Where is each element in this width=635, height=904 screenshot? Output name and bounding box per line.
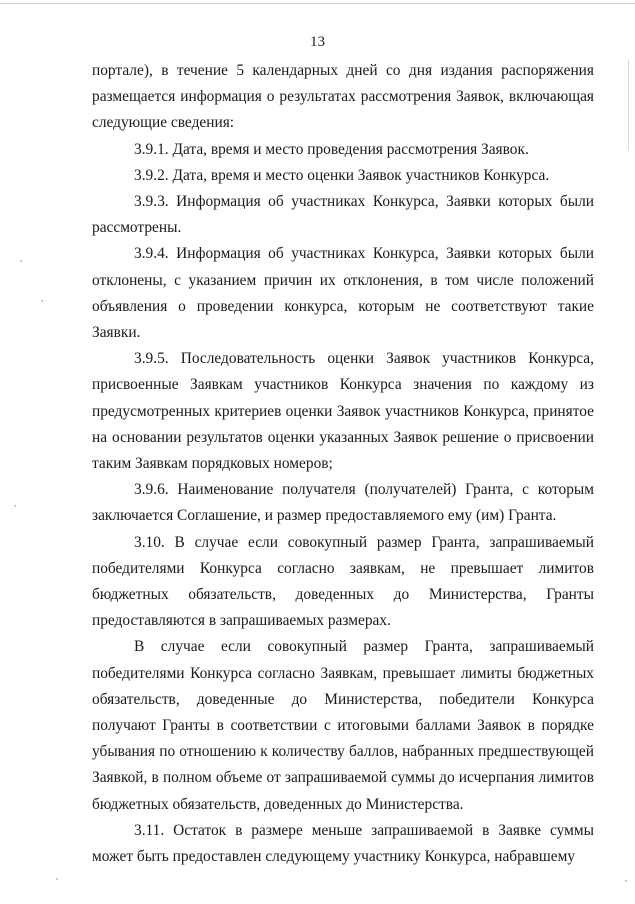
scan-speck	[14, 505, 16, 507]
paragraph-3-10-cont: В случае если совокупный размер Гранта, запрашиваемый победителями Конкурса согласно Заявкам, превышает лимиты бюджетных обязательств, доведенные до Министерства, победители Конкурса получают Гранты в соответствии с итоговыми баллами Заявок в порядке убывания по отношению к количеству баллов, набранных предшествующей Заявкой, в полном объеме от запрашиваемой суммы до исчерпания лимитов бюджетных обязательств, доведенных до Министерства.	[92, 638, 594, 813]
scan-speck	[56, 878, 58, 880]
paragraph-3-9-6: 3.9.6. Наименование получателя (получателей) Гранта, с которым заключается Соглашение, и размер предоставляемого ему (им) Гранта.	[92, 481, 594, 525]
scan-speck	[41, 300, 43, 302]
document-body	[92, 58, 594, 870]
paragraph-3-9-1: 3.9.1. Дата, время и место проведения рассмотрения Заявок.	[134, 140, 529, 158]
paragraph-continuation: портале), в течение 5 календарных дней со дня издания распоряжения размещается информация о результатах рассмотрения Заявок, включающая следующие сведения:	[92, 62, 594, 132]
paragraph-3-11: 3.11. Остаток в размере меньше запрашиваемой в Заявке суммы может быть предоставлен следующему участнику Конкурса, набравшему	[92, 821, 594, 866]
scan-edge-right	[628, 60, 629, 150]
paragraph-3-10: 3.10. В случае если совокупный размер Гранта, запрашиваемый победителями Конкурса согласно заявкам, не превышает лимитов бюджетных обязательств, доведенных до Министерства, Гранты предоставляются в запрашиваемых размерах.	[92, 533, 594, 630]
page-number: 13	[310, 34, 325, 50]
paragraph-3-9-2: 3.9.2. Дата, время и место оценки Заявок участников Конкурса.	[134, 166, 550, 184]
scan-edge-top	[0, 3, 635, 4]
scan-speck	[625, 880, 627, 882]
paragraph-3-9-3: 3.9.3. Информация об участниках Конкурса, Заявки которых были рассмотрены.	[92, 193, 594, 237]
paragraph-3-9-4: 3.9.4. Информация об участниках Конкурса, Заявки которых были отклонены, с указанием причин их отклонения, в том числе положений объявления о проведении конкурса, которым не соответствуют такие Заявки.	[92, 245, 594, 342]
paragraph-3-9-5: 3.9.5. Последовательность оценки Заявок участников Конкурса, присвоенные Заявкам участников Конкурса значения по каждому из предусмотренных критериев оценки Заявок участников Конкурса, принятое на основании результатов оценки указанных Заявок решение о присвоении таким Заявкам порядковых номеров;	[92, 350, 594, 473]
scan-speck	[20, 260, 22, 262]
